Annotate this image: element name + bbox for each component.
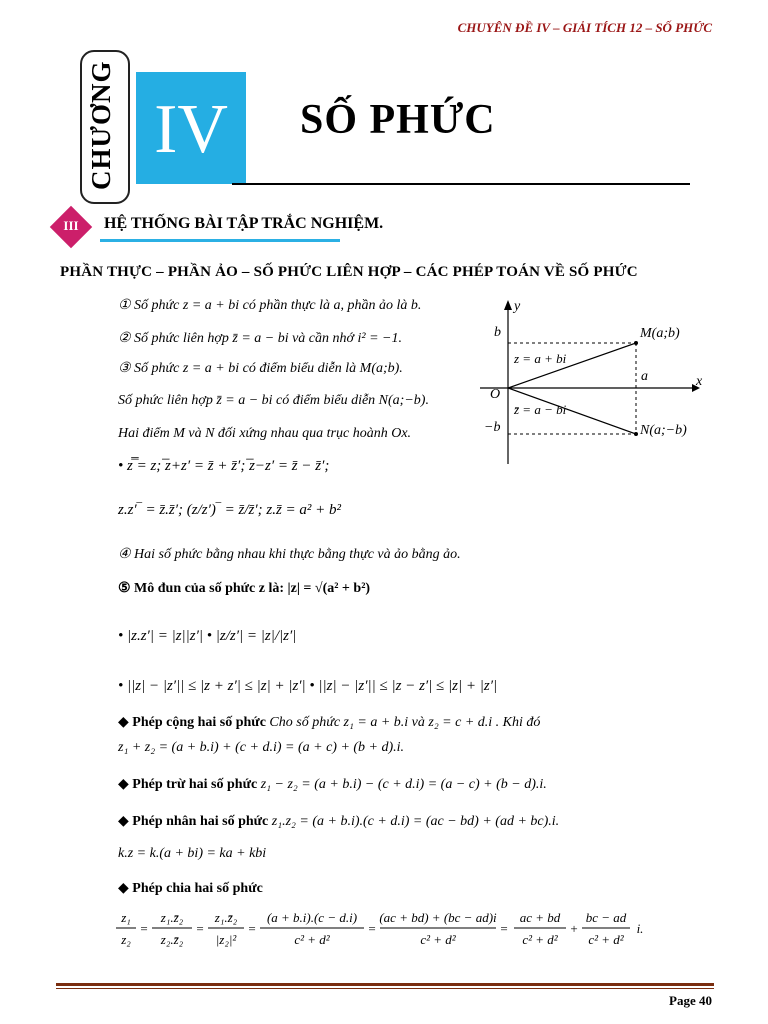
section-title: HỆ THỐNG BÀI TẬP TRẮC NGHIỆM. [104, 215, 384, 232]
property-2: ② Số phức liên hợp z̄ = a − bi và cần nhớ i² = −1. [118, 331, 402, 346]
complex-plane-diagram [470, 292, 720, 467]
chapter-number: IV [154, 91, 228, 168]
addition-intro: Cho số phức z₁ = a + b.i và z₂ = c + d.i . Khi đó [265, 715, 541, 730]
scalar-multiplication: k.z = k.(a + bi) = ka + kbi [118, 846, 267, 861]
triangle-inequality: • ||z| − |z′|| ≤ |z + z′| ≤ |z| + |z′| • ||z| − |z′|| ≤ |z − z′| ≤ |z| + |z′| [118, 678, 498, 694]
svg-text:=: = [500, 921, 508, 936]
neg-b-label: −b [484, 420, 501, 435]
section-number: III [63, 218, 79, 233]
x-axis-label: x [696, 374, 703, 389]
running-header: CHUYÊN ĐỀ IV – GIẢI TÍCH 12 – SỐ PHỨC [457, 20, 712, 35]
div-f5-num: (ac + bd) + (bc − ad)i [379, 910, 497, 925]
subtraction-label: ◆ Phép trừ hai số phức [118, 777, 258, 792]
footer-rule-thick [56, 983, 714, 986]
div-f3-den: |z₂|² [215, 932, 237, 947]
svg-text:=: = [368, 921, 376, 936]
z-label: z = a + bi [514, 351, 567, 366]
point-m-label: M(a;b) [640, 326, 680, 341]
svg-text:+: + [570, 921, 578, 936]
addition-heading [118, 714, 540, 731]
svg-text:=: = [248, 921, 256, 936]
section-underline [100, 239, 340, 242]
div-f3-num: z₁.z̄₂ [214, 910, 238, 925]
div-f5-den: c² + d² [420, 932, 456, 947]
origin-label: O [490, 387, 501, 402]
property-3c: Hai điểm M và N đối xứng nhau qua trục hoành Ox. [118, 426, 412, 441]
y-axis-label: y [514, 299, 521, 314]
subtraction-line [118, 776, 547, 793]
multiplication-label: ◆ Phép nhân hai số phức [118, 814, 269, 829]
div-f6-num: ac + bd [519, 910, 561, 925]
subheading: PHẦN THỰC – PHẦN ẢO – SỐ PHỨC LIÊN HỢP – CÁC PHÉP TOÁN VỀ SỐ PHỨC [60, 264, 638, 280]
addition-formula: z₁ + z₂ = (a + b.i) + (c + d.i) = (a + c) + (b + d).i. [118, 740, 405, 755]
property-5-modulus: ⑤ Mô đun của số phức z là: |z| = √(a² + b²) [118, 581, 371, 596]
div-tail: i. [636, 921, 644, 936]
chapter-title: SỐ PHỨC [300, 97, 496, 143]
conjugate-properties: • z̿ = z; ̅z+z′ = z̄ + z̄′; ̅z−z′ = z̄ − z̄′; [118, 458, 330, 474]
div-f2-num: z₁.z̄₂ [160, 910, 184, 925]
title-underline [232, 183, 690, 185]
div-lhs-num: z₁ [121, 910, 131, 925]
property-3: ③ Số phức z = a + bi có điểm biểu diễn là M(a;b). [118, 361, 403, 376]
zbar-label: z̄ = a − bi [514, 402, 567, 417]
svg-text:=: = [196, 921, 204, 936]
a-label: a [641, 369, 648, 384]
addition-label: ◆ Phép cộng hai số phức [118, 715, 266, 730]
modulus-products: • |z.z′| = |z||z′| • |z/z′| = |z|/|z′| [118, 628, 297, 644]
chapter-label: CHƯƠNG [86, 60, 116, 190]
subtraction-formula: z₁ − z₂ = (a + b.i) − (c + d.i) = (a − c) + (b − d).i. [257, 777, 547, 792]
property-1: ① Số phức z = a + bi có phần thực là a, phần ảo là b. [118, 298, 422, 313]
div-f2-den: z₂.z̄₂ [160, 932, 184, 947]
point-n-label: N(a;−b) [640, 423, 687, 438]
div-f7-num: bc − ad [585, 910, 627, 925]
multiplication-line [118, 813, 559, 830]
footer-rule-thin [56, 988, 714, 989]
b-label: b [494, 325, 501, 340]
div-f7-den: c² + d² [588, 932, 624, 947]
div-lhs-den: z₂ [121, 932, 131, 947]
property-4: ④ Hai số phức bằng nhau khi thực bằng thực và ảo bằng ảo. [118, 547, 461, 562]
property-3b: Số phức liên hợp z̄ = a − bi có điểm biểu diễn N(a;−b). [118, 393, 429, 408]
div-f4-den: c² + d² [294, 932, 330, 947]
conjugate-products: z.z′‾ = z̄.z̄′; (z/z′)‾ = z̄/z̄′; z.z̄ = a² + b² [118, 502, 342, 518]
division-label: ◆ Phép chia hai số phức [118, 881, 263, 896]
multiplication-formula: z₁.z₂ = (a + b.i).(c + d.i) = (ac − bd) + (ad + bc).i. [268, 814, 560, 829]
svg-text:=: = [140, 921, 148, 936]
div-f4-num: (a + b.i).(c − d.i) [266, 910, 358, 925]
page-number: Page 40 [669, 993, 712, 1008]
div-f6-den: c² + d² [522, 932, 558, 947]
division-formula [116, 904, 656, 954]
